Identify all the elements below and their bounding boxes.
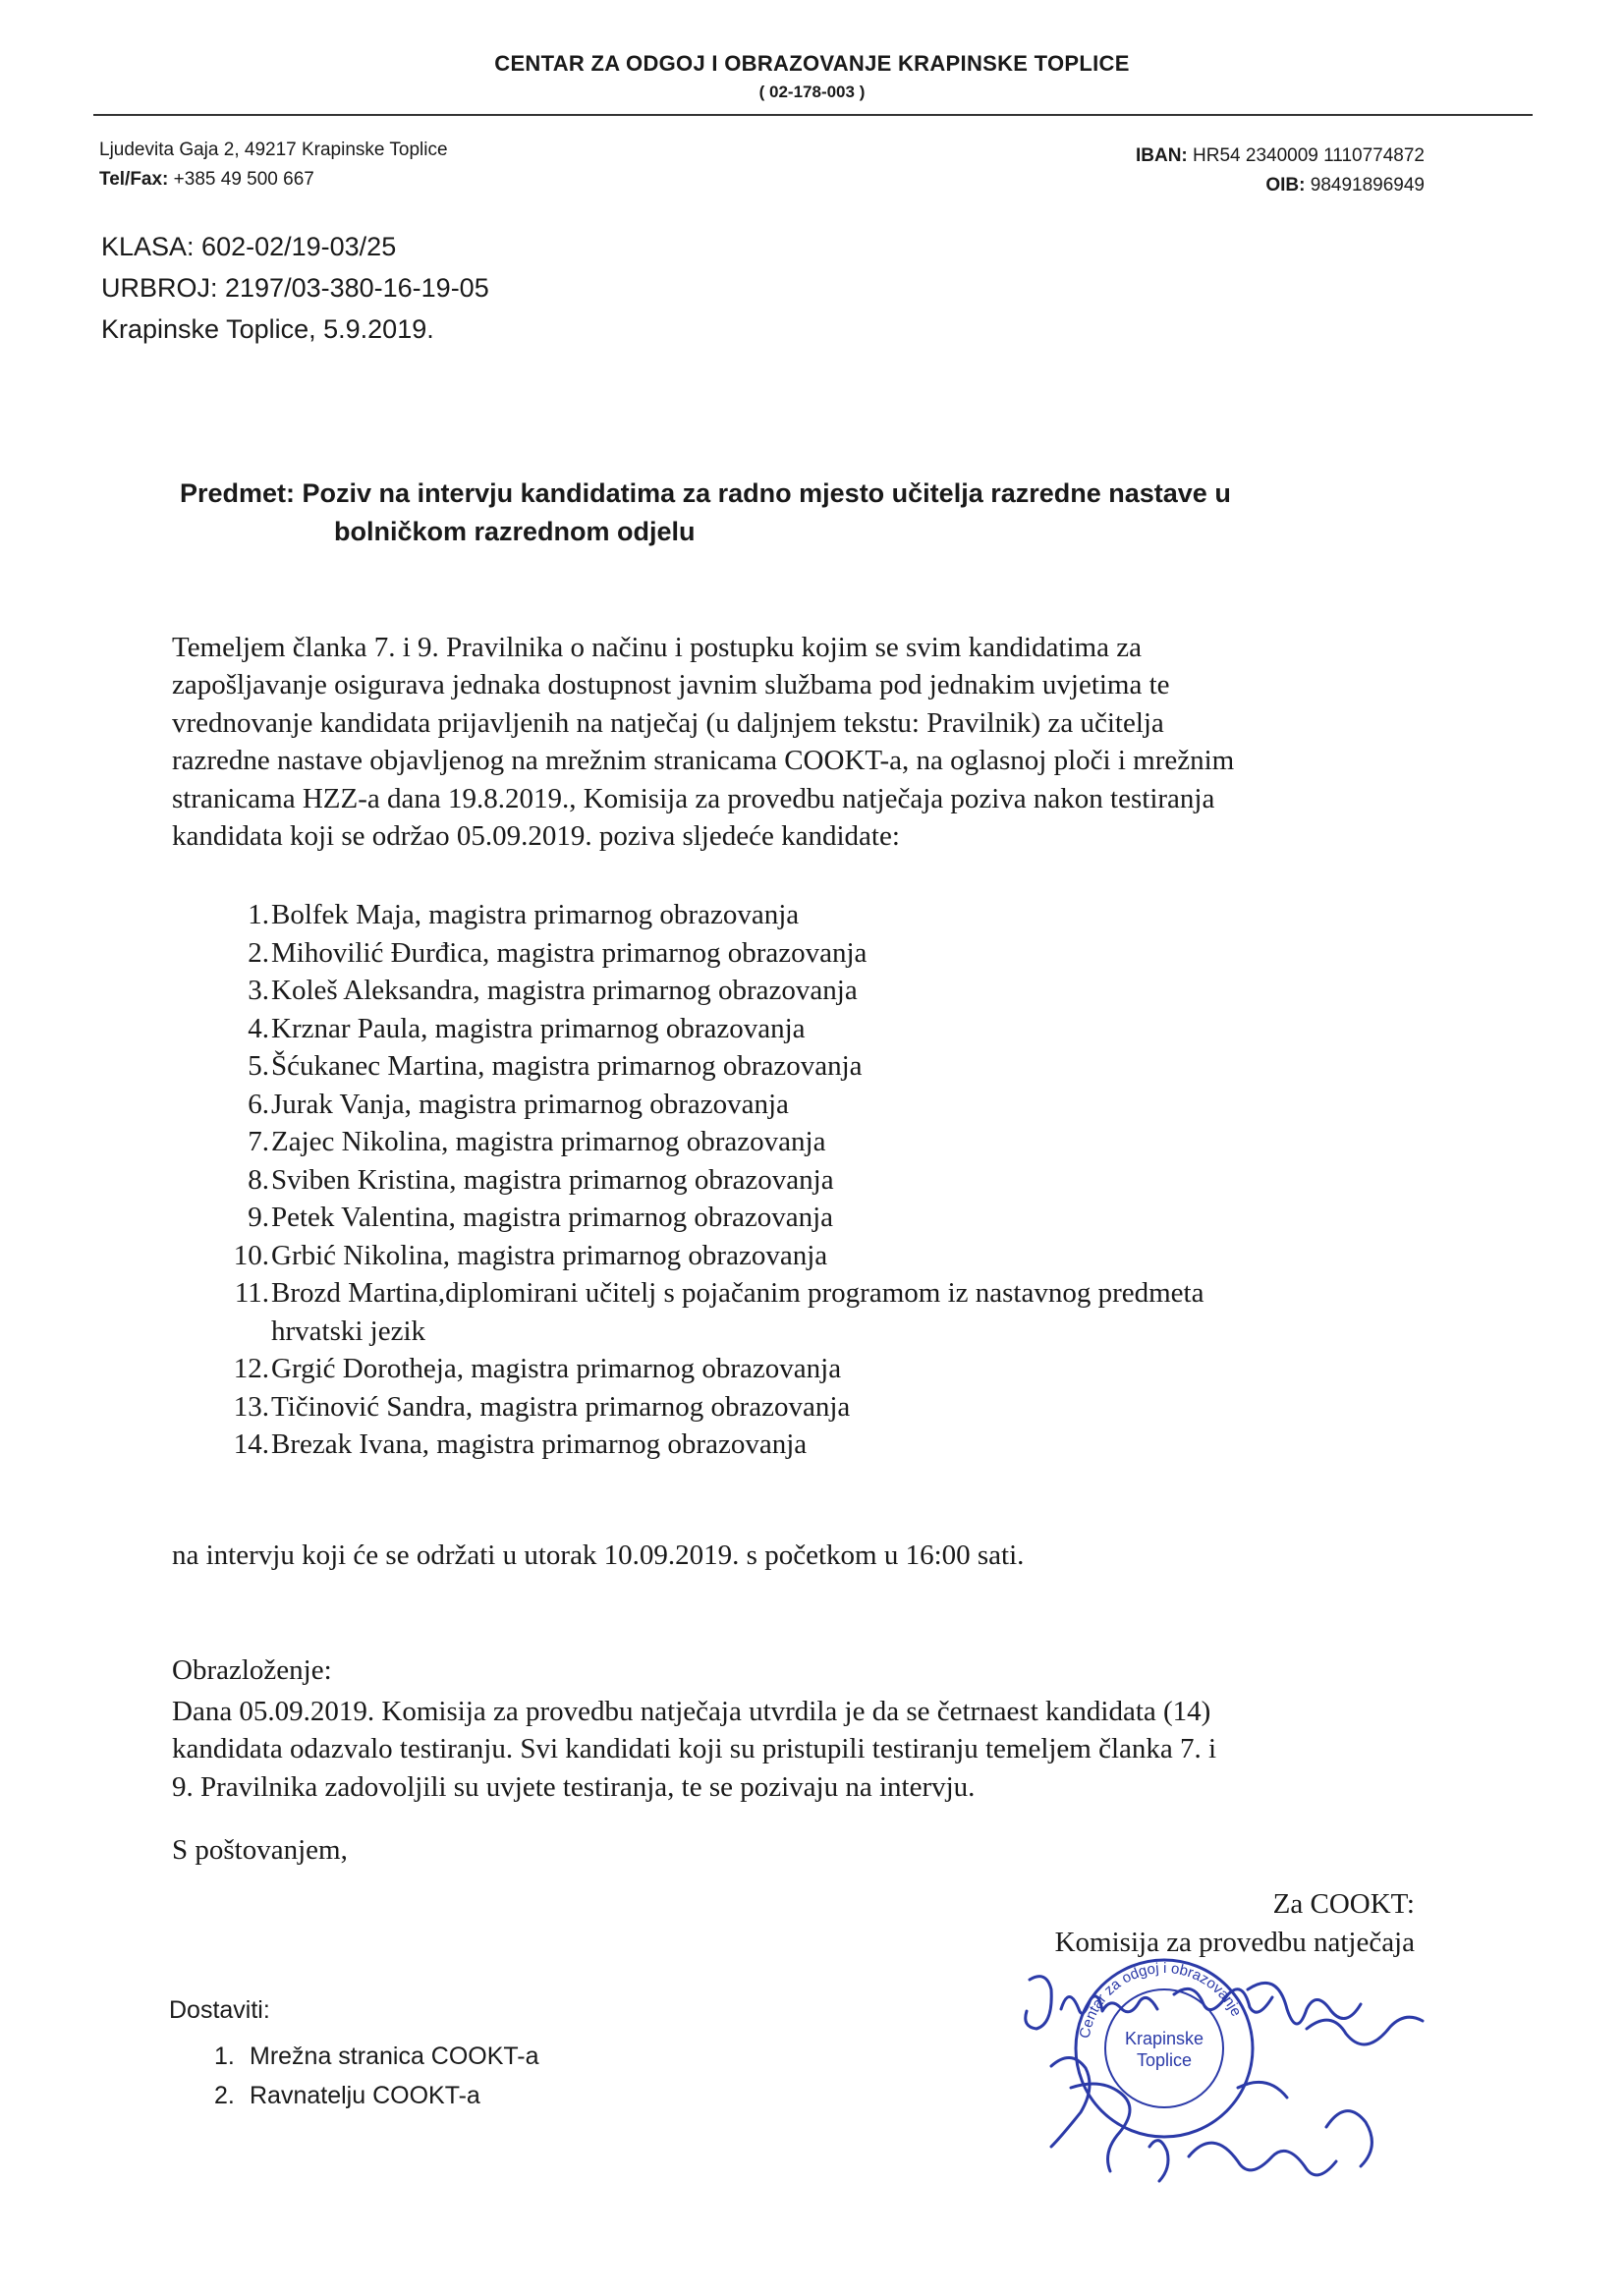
urbroj-reference: URBROJ: 2197/03-380-16-19-05 bbox=[101, 273, 489, 303]
candidate-number: 11. bbox=[234, 1277, 269, 1309]
header-divider bbox=[93, 114, 1533, 116]
candidate-item bbox=[172, 1237, 1204, 1275]
candidate-text-continuation: hrvatski jezik bbox=[271, 1315, 426, 1347]
org-address: Ljudevita Gaja 2, 49217 Krapinske Toplice bbox=[99, 140, 448, 160]
candidate-list bbox=[172, 896, 1204, 1464]
intro-paragraph bbox=[172, 629, 1449, 855]
stamp-center-text-2: Toplice bbox=[1136, 2050, 1193, 2070]
candidate-number: 5. bbox=[248, 1050, 269, 1082]
org-name: CENTAR ZA ODGOJ I OBRAZOVANJE KRAPINSKE TOPLICE bbox=[494, 51, 1130, 76]
intro-line: kandidata koji se održao 05.09.2019. poziva sljedeće kandidate: bbox=[172, 820, 900, 853]
klasa-reference: KLASA: 602-02/19-03/25 bbox=[101, 232, 397, 261]
intro-line: stranicama HZZ-a dana 19.8.2019., Komisija za provedbu natječaja poziva nakon testiranja bbox=[172, 782, 1215, 814]
explanation-body bbox=[172, 1693, 1449, 1806]
candidate-text: Bolfek Maja, magistra primarnog obrazovanja bbox=[271, 899, 800, 930]
candidate-item bbox=[172, 1086, 1204, 1124]
candidate-text: Krznar Paula, magistra primarnog obrazovanja bbox=[271, 1012, 806, 1044]
candidate-item bbox=[172, 1426, 1204, 1464]
delivery-list bbox=[214, 2037, 539, 2115]
candidate-text: Jurak Vanja, magistra primarnog obrazovanja bbox=[271, 1088, 789, 1120]
candidate-item bbox=[172, 972, 1204, 1010]
explanation-line: Dana 05.09.2019. Komisija za provedbu natječaja utvrdila je da se četrnaest kandidata (14) bbox=[172, 1696, 1211, 1727]
explanation-line: 9. Pravilnika zadovoljili su uvjete testiranja, te se pozivaju na intervju. bbox=[172, 1770, 976, 1803]
place-date: Krapinske Toplice, 5.9.2019. bbox=[101, 314, 434, 344]
candidate-number: 2. bbox=[248, 936, 269, 969]
candidate-text: Sviben Kristina, magistra primarnog obrazovanja bbox=[271, 1163, 834, 1196]
candidate-text: Mihovilić Đurđica, magistra primarnog obrazovanja bbox=[271, 936, 868, 969]
telfax-label: Tel/Fax: bbox=[99, 169, 169, 190]
oib-label: OIB: bbox=[1265, 175, 1306, 196]
interview-notice: na intervju koji će se održati u utorak 10.09.2019. s početkom u 16:00 sati. bbox=[172, 1539, 1025, 1571]
delivery-title: Dostaviti: bbox=[169, 1996, 270, 2024]
candidate-text: Tičinović Sandra, magistra primarnog obrazovanja bbox=[271, 1390, 851, 1423]
delivery-number: 1. bbox=[214, 2043, 235, 2070]
iban-label: IBAN: bbox=[1135, 145, 1188, 166]
candidate-text: Brozd Martina,diplomirani učitelj s pojačanim programom iz nastavnog predmeta bbox=[271, 1277, 1204, 1309]
stamp-center-text-1: Krapinske bbox=[1124, 2029, 1204, 2048]
stamp-and-signature bbox=[992, 1950, 1425, 2235]
telfax-value: +385 49 500 667 bbox=[173, 169, 314, 190]
candidate-item bbox=[172, 1199, 1204, 1237]
candidate-number: 4. bbox=[248, 1012, 269, 1044]
stamp-ring-text: Centar za odgoj i obrazovanje bbox=[1076, 1959, 1245, 2041]
candidate-text: Zajec Nikolina, magistra primarnog obrazovanja bbox=[271, 1126, 826, 1157]
org-iban bbox=[1136, 145, 1425, 167]
candidate-item bbox=[172, 1010, 1204, 1048]
candidate-number: 13. bbox=[233, 1390, 269, 1423]
candidate-number: 14. bbox=[233, 1428, 269, 1460]
iban-value: HR54 2340009 1110774872 bbox=[1193, 145, 1425, 166]
org-oib bbox=[1265, 175, 1425, 196]
delivery-text: Mrežna stranica COOKT-a bbox=[250, 2043, 539, 2070]
candidate-text: Petek Valentina, magistra primarnog obrazovanja bbox=[271, 1202, 834, 1233]
intro-line: vrednovanje kandidata prijavljenih na natječaj (u daljnjem tekstu: Pravilnik) za učitelja bbox=[172, 706, 1164, 739]
candidate-number: 12. bbox=[233, 1353, 269, 1384]
intro-line: razredne nastave objavljenog na mrežnim stranicama COOKT-a, na oglasnoj ploči i mrežnim bbox=[172, 745, 1235, 777]
greeting: S poštovanjem, bbox=[172, 1834, 348, 1866]
explanation-line: kandidata odazvalo testiranju. Svi kandidati koji su pristupili testiranju temeljem članka 7. i bbox=[172, 1733, 1217, 1765]
candidate-number: 1. bbox=[248, 899, 269, 930]
intro-line: zapošljavanje osigurava jednaka dostupnost javnim službama pod jednakim uvjetima te bbox=[172, 669, 1170, 701]
candidate-item bbox=[172, 1350, 1204, 1388]
candidate-number: 8. bbox=[248, 1163, 269, 1196]
candidate-item bbox=[172, 896, 1204, 934]
candidate-item bbox=[172, 1274, 1204, 1313]
delivery-item bbox=[214, 2076, 539, 2115]
candidate-text: Grbić Nikolina, magistra primarnog obrazovanja bbox=[271, 1239, 828, 1271]
candidate-number: 6. bbox=[248, 1088, 269, 1120]
candidate-item bbox=[172, 1161, 1204, 1200]
candidate-item bbox=[172, 934, 1204, 973]
delivery-number: 2. bbox=[214, 2082, 235, 2109]
candidate-number: 9. bbox=[248, 1202, 269, 1233]
delivery-item bbox=[214, 2037, 539, 2076]
candidate-text: Koleš Aleksandra, magistra primarnog obrazovanja bbox=[271, 975, 858, 1006]
candidate-text: Brezak Ivana, magistra primarnog obrazovanja bbox=[271, 1428, 808, 1460]
candidate-item bbox=[172, 1047, 1204, 1086]
candidate-text: Grgić Dorotheja, magistra primarnog obrazovanja bbox=[271, 1353, 842, 1384]
official-stamp bbox=[1076, 1960, 1253, 2137]
explanation-title: Obrazloženje: bbox=[172, 1654, 332, 1686]
candidate-item bbox=[172, 1123, 1204, 1161]
subject-line-1: Predmet: Poziv na intervju kandidatima za radno mjesto učitelja razredne nastave u bbox=[180, 478, 1231, 508]
org-telfax bbox=[99, 169, 314, 191]
intro-line: Temeljem članka 7. i 9. Pravilnika o načinu i postupku kojim se svim kandidatima za bbox=[172, 632, 1142, 663]
candidate-number: 3. bbox=[248, 975, 269, 1006]
candidate-text: Šćukanec Martina, magistra primarnog obrazovanja bbox=[271, 1050, 863, 1082]
candidate-number: 7. bbox=[248, 1126, 269, 1157]
delivery-text: Ravnatelju COOKT-a bbox=[250, 2082, 480, 2109]
candidate-number: 10. bbox=[233, 1239, 269, 1271]
signature-commission: Komisija za provedbu natječaja bbox=[1054, 1927, 1415, 1958]
signature-for: Za COOKT: bbox=[1272, 1888, 1415, 1920]
org-code: ( 02-178-003 ) bbox=[758, 83, 866, 101]
oib-value: 98491896949 bbox=[1310, 175, 1425, 196]
candidate-item bbox=[172, 1388, 1204, 1427]
subject-line-2: bolničkom razrednom odjelu bbox=[334, 517, 696, 546]
